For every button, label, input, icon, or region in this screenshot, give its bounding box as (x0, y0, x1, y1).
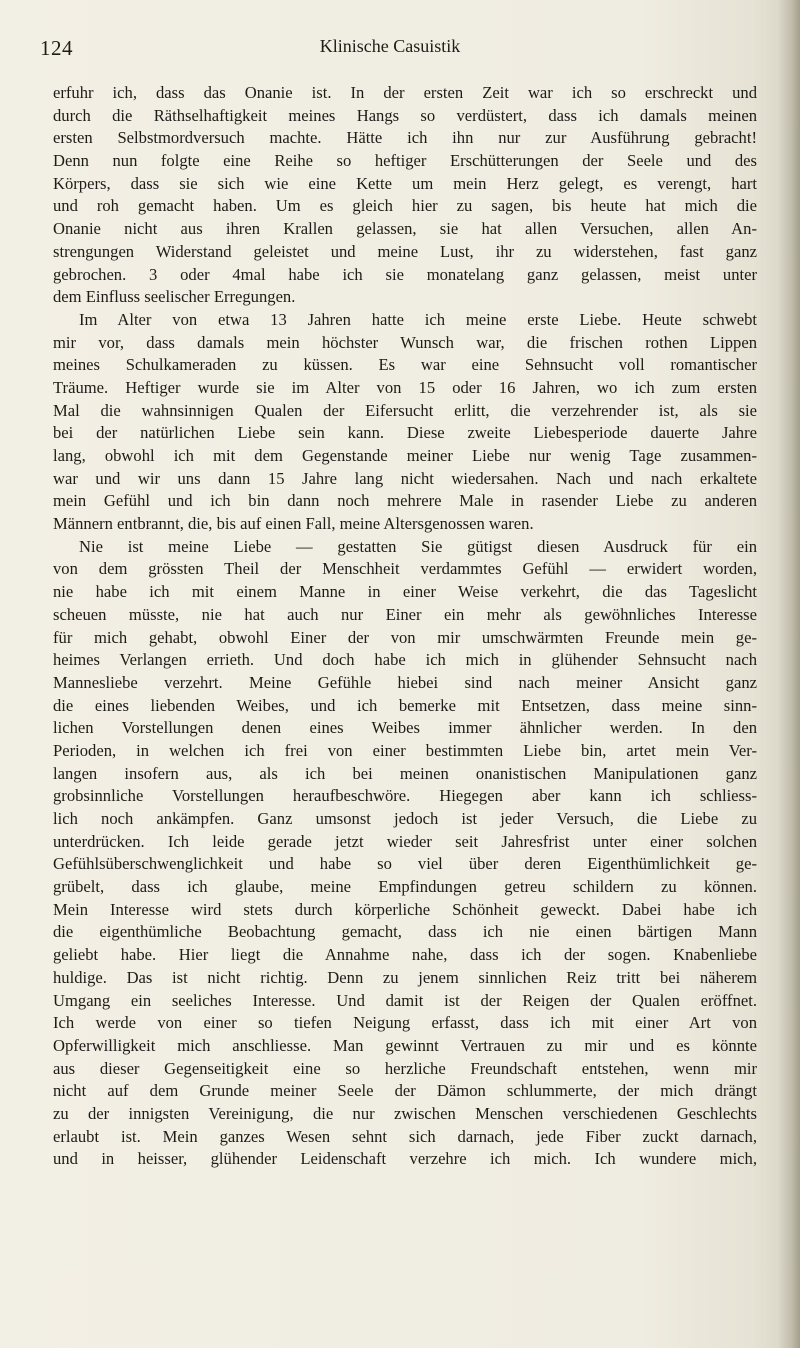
text-line: Perioden, in welchen ich frei von einer bestimmten Liebe bin, artet mein Ver- (53, 740, 757, 760)
page-header (40, 36, 740, 66)
text-line: und in heisser, glühender Leidenschaft verzehre ich mich. Ich wundere mich, (53, 1149, 757, 1169)
text-line: erfuhr ich, dass das Onanie ist. In der ersten Zeit war ich so erschreckt und (53, 83, 757, 102)
text-line: langen insofern aus, als ich bei meinen onanistischen Manipulationen ganz (53, 763, 757, 783)
paragraph-start-line: Im Alter von etwa 13 Jahren hatte ich meine erste Liebe. Heute schwebt (79, 309, 757, 329)
text-line: Onanie nicht aus ihren Krallen gelassen, sie hat allen Versuchen, allen An- (53, 219, 757, 239)
text-line: Ich werde von einer so tiefen Neigung erfasst, dass ich mit einer Art von (53, 1013, 757, 1033)
text-line: war und wir uns dann 15 Jahre lang nicht wiedersahen. Nach und nach erkaltete (53, 468, 757, 488)
text-line: lichen Vorstellungen denen eines Weibes immer ähnlicher werden. In den (53, 718, 757, 738)
text-line: Träume. Heftiger wurde sie im Alter von 15 oder 16 Jahren, wo ich zum ersten (53, 377, 757, 397)
text-line: aus dieser Gegenseitigkeit eine so herzliche Freundschaft entstehen, wenn mir (53, 1058, 757, 1078)
text-line: mein Gefühl und ich bin dann noch mehrere Male in rasender Liebe zu anderen (53, 491, 757, 511)
text-line: gebrochen. 3 oder 4mal habe ich sie monatelang ganz gelassen, meist unter (53, 264, 757, 284)
text-line: Mannesliebe verzehrt. Meine Gefühle hiebei sind nach meiner Ansicht ganz (53, 672, 757, 692)
text-line: ersten Selbstmordversuch machte. Hätte ich ihn nur zur Ausführung gebracht! (53, 128, 757, 148)
body-text (53, 82, 757, 1171)
text-line: die eines liebenden Weibes, und ich bemerke mit Entsetzen, dass meine sinn- (53, 695, 757, 715)
text-line: meines Schulkameraden zu küssen. Es war eine Sehnsucht voll romantischer (53, 355, 757, 375)
text-line: Denn nun folgte eine Reihe so heftiger Erschütterungen der Seele und des (53, 151, 757, 171)
paragraph-start-line: Nie ist meine Liebe — gestatten Sie gütigst diesen Ausdruck für ein (79, 536, 757, 556)
text-line: unterdrücken. Ich leide gerade jetzt wieder seit Jahresfrist unter einer solchen (53, 831, 757, 851)
running-title: Klinische Casuistik (319, 36, 461, 56)
text-line: scheuen müsste, nie hat auch nur Einer ein mehr als gewöhnliches Interesse (53, 604, 757, 624)
paragraph-end-line: Männern entbrannt, die, bis auf einen Fall, meine Altersgenossen waren. (53, 514, 534, 534)
text-line: für mich gehabt, obwohl Einer der von mir umschwärmten Freunde mein ge- (53, 627, 757, 647)
text-line: erlaubt ist. Mein ganzes Wesen sehnt sich darnach, jede Fiber zuckt darnach, (53, 1126, 757, 1146)
text-line: huldige. Das ist nicht richtig. Denn zu jenem sinnlichen Reiz tritt bei näherem (53, 967, 757, 987)
text-line: nicht auf dem Grunde meiner Seele der Dämon schlummerte, der mich drängt (53, 1081, 757, 1101)
text-line: Opferwilligkeit mich anschliesse. Man gewinnt Vertrauen zu mir und es könnte (53, 1035, 757, 1055)
text-line: zu der innigsten Vereinigung, die nur zwischen Menschen verschiedenen Geschlechts (53, 1103, 757, 1123)
text-line: Gefühlsüberschwenglichkeit und habe so viel über deren Eigenthümlichkeit ge- (53, 854, 757, 874)
text-line: nie habe ich mit einem Manne in einer Weise verkehrt, die das Tageslicht (53, 582, 757, 602)
text-line: Umgang ein seeliches Interesse. Und damit ist der Reigen der Qualen eröffnet. (53, 990, 757, 1010)
text-line: lich noch ankämpfen. Ganz umsonst jedoch ist jeder Versuch, die Liebe zu (53, 809, 757, 828)
text-line: die eigenthümliche Beobachtung gemacht, dass ich nie einen bärtigen Mann (53, 922, 757, 942)
text-line: grobsinnliche Vorstellungen heraufbeschwöre. Hiegegen aber kann ich schliess- (53, 786, 757, 806)
text-line: mir vor, dass damals mein höchster Wunsch war, die frischen rothen Lippen (53, 332, 757, 352)
text-line: lang, obwohl ich mit dem Gegenstande meiner Liebe nur wenig Tage zusammen- (53, 446, 757, 465)
page-edge-shadow (778, 0, 800, 1348)
text-line: Mein Interesse wird stets durch körperliche Schönheit geweckt. Dabei habe ich (53, 899, 757, 919)
text-line: und roh gemacht haben. Um es gleich hier zu sagen, bis heute hat mich die (53, 196, 757, 216)
text-line: von dem grössten Theil der Menschheit verdammtes Gefühl — erwidert worden, (53, 559, 757, 579)
page-number: 124 (40, 36, 73, 60)
text-line: strengungen Widerstand geleistet und meine Lust, ihr zu widerstehen, fast ganz (53, 241, 757, 261)
text-line: Körpers, dass sie sich wie eine Kette um mein Herz gelegt, es verengt, hart (53, 173, 757, 193)
text-line: bei der natürlichen Liebe sein kann. Diese zweite Liebesperiode dauerte Jahre (53, 423, 757, 443)
text-line: Mal die wahnsinnigen Qualen der Eifersucht erlitt, die verzehrender ist, als sie (53, 400, 757, 420)
text-line: heimes Verlangen errieth. Und doch habe ich mich in glühender Sehnsucht nach (53, 650, 757, 670)
text-line: geliebt habe. Hier liegt die Annahme nahe, dass ich der sogen. Knabenliebe (53, 945, 757, 965)
text-line: durch die Räthselhaftigkeit meines Hangs so verdüstert, dass ich damals meinen (53, 105, 757, 125)
text-line: grübelt, dass ich glaube, meine Empfindungen getreu schildern zu können. (53, 877, 757, 897)
paragraph-end-line: dem Einfluss seelischer Erregungen. (53, 287, 296, 307)
